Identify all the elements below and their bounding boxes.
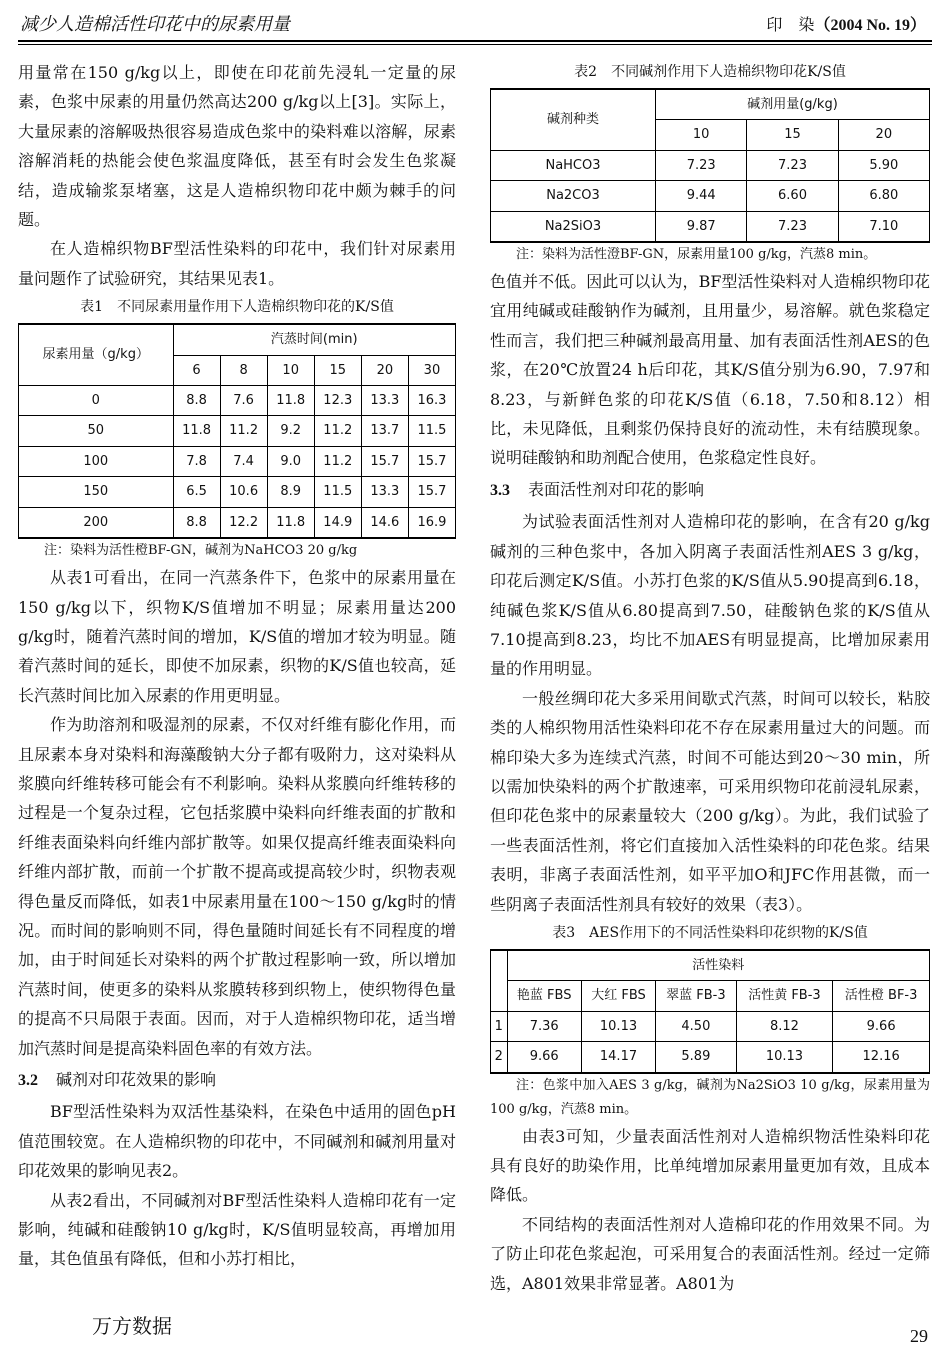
- row-label: 50: [19, 416, 174, 446]
- paragraph: 从表1可看出，在同一汽蒸条件下，色浆中的尿素用量在150 g/kg以下，织物K/S值增加不明显；尿素用量达200 g/kg时，随着汽蒸时间的增加，K/S值的增加才较为明显。随着汽蒸时间的延长，即使不加尿素，织物的K/S值也较高，延长汽蒸时间比加入尿素的作用更明显。: [18, 568, 456, 705]
- journal-header: [766, 12, 926, 35]
- cell: 13.3: [361, 477, 408, 507]
- table-row: [19, 386, 456, 416]
- table3-note: 注：色浆中加入AES 3 g/kg，碱剂为Na2SiO3 10 g/kg，尿素用量为100 g/kg，汽蒸8 min。: [490, 1077, 930, 1117]
- cell: 16.3: [408, 386, 455, 416]
- table3-col: 活性橙 BF-3: [833, 981, 930, 1011]
- table1-note: 注：染料为活性橙BF-GN，碱剂为NaHCO3 20 g/kg: [44, 543, 358, 559]
- table2: [490, 88, 930, 243]
- table2-col: 10: [656, 120, 747, 150]
- table1-group-header: 汽蒸时间(min): [173, 324, 456, 355]
- table-row: [19, 416, 456, 446]
- cell: 14.9: [314, 507, 361, 538]
- cell: 6.60: [747, 181, 838, 211]
- table1-col: 30: [408, 355, 455, 385]
- page-number: 29: [910, 1326, 928, 1346]
- cell: 9.87: [656, 211, 747, 242]
- row-label: NaHCO3: [491, 150, 656, 180]
- cell: 9.0: [267, 446, 314, 476]
- table2-note: 注：染料为活性澄BF-GN，尿素用量100 g/kg，汽蒸8 min。: [516, 247, 877, 263]
- table1-col: 20: [361, 355, 408, 385]
- table3-corner: [491, 950, 508, 1011]
- header-rule: [18, 40, 932, 42]
- cell: 16.9: [408, 507, 455, 538]
- cell: 7.36: [507, 1011, 581, 1041]
- cell: 8.12: [736, 1011, 833, 1041]
- cell: 6.80: [838, 181, 929, 211]
- table3-col: 活性黄 FB-3: [736, 981, 833, 1011]
- row-label: Na2CO3: [491, 181, 656, 211]
- paragraph: 从表2看出，不同碱剂对BF型活性染料人造棉印花有一定影响，纯碱和硅酸钠10 g/kg时，K/S值明显较高，再增加用量，其色值虽有降低，但和小苏打相比，: [18, 1190, 456, 1269]
- cell: 9.66: [833, 1011, 930, 1041]
- table3: [490, 949, 930, 1074]
- table-row: [491, 211, 930, 242]
- row-label: 200: [19, 507, 174, 538]
- table-row: [491, 1011, 930, 1041]
- section-number: 3.3: [490, 481, 510, 499]
- cell: 13.3: [361, 386, 408, 416]
- table1-col: 6: [173, 355, 220, 385]
- table1-col: 10: [267, 355, 314, 385]
- table2-group-header: 碱剂用量(g/kg): [656, 89, 930, 120]
- cell: 5.90: [838, 150, 929, 180]
- cell: 11.2: [314, 416, 361, 446]
- table3-caption: 表3 AES作用下的不同活性染料印花织物的K/S值: [552, 924, 868, 941]
- cell: 7.23: [747, 211, 838, 242]
- paragraph: 一般丝绸印花大多采用间歇式汽蒸，时间可以较长，粘胶类的人棉织物用活性染料印花不存在尿素用量过大的问题。而棉印染大多为连续式汽蒸，时间不可能达到20～30 min，所以需加快染料的两个扩散速率，可采用织物印花前浸轧尿素，但印花色浆中的尿素量较大（200 g/kg）。为此，我们试验了一些表面活性剂，将它们直接加入活性染料的印花色浆。结果表明，非离子表面活性剂，如平平加O和JFC作用甚微，而一些阴离子表面活性剂具有较好的效果（表3）。: [490, 688, 930, 914]
- cell: 11.8: [267, 507, 314, 538]
- cell: 11.8: [267, 386, 314, 416]
- paragraph: 色值并不低。因此可以认为，BF型活性染料对人造棉织物印花宜用纯碱或硅酸钠作为碱剂，且用量少，易溶解。就色浆稳定性而言，我们把三种碱剂最高用量、加有表面活性剂AES的色浆，在20℃放置24 h后印花，其K/S值分别为6.90，7.97和8.23，与新鲜色浆的印花K/S值（6.18，7.50和8.12）相比，未见降低，且剩浆仍保持良好的流动性，未有结膜现象。说明硅酸钠和助剂配合使用，色浆稳定性良好。: [490, 272, 930, 468]
- cell: 10.13: [581, 1011, 655, 1041]
- table1-col: 15: [314, 355, 361, 385]
- table2-caption: 表2 不同碱剂作用下人造棉织物印花K/S值: [574, 64, 846, 80]
- cell: 7.23: [656, 150, 747, 180]
- cell: 5.89: [656, 1042, 736, 1073]
- source-watermark: 万方数据: [92, 1314, 172, 1338]
- table-row: [491, 150, 930, 180]
- table2-col: 15: [747, 120, 838, 150]
- right-column: [490, 58, 930, 1298]
- cell: 7.4: [220, 446, 267, 476]
- section-title: 表面活性剂对印花的影响: [528, 479, 705, 499]
- row-label: 2: [491, 1042, 508, 1073]
- cell: 4.50: [656, 1011, 736, 1041]
- cell: 7.23: [747, 150, 838, 180]
- cell: 10.13: [736, 1042, 833, 1073]
- table2-row-header: 碱剂种类: [491, 89, 656, 150]
- section-number: 3.2: [18, 1072, 38, 1089]
- section-title: 碱剂对印花效果的影响: [56, 1070, 217, 1089]
- table-row: [19, 477, 456, 507]
- cell: 15.7: [408, 446, 455, 476]
- paragraph: 在人造棉织物BF型活性染料的印花中，我们针对尿素用量问题作了试验研究，其结果见表1。: [18, 239, 456, 288]
- table3-col: 艳蓝 FBS: [507, 981, 581, 1011]
- table1-row-header: 尿素用量（g/kg）: [19, 324, 174, 385]
- header-rule-thin: [18, 44, 932, 45]
- row-label: Na2SiO3: [491, 211, 656, 242]
- cell: 7.8: [173, 446, 220, 476]
- table1-col: 8: [220, 355, 267, 385]
- cell: 9.2: [267, 416, 314, 446]
- paragraph: BF型活性染料为双活性基染料，在染色中适用的固色pH值范围较宽。在人造棉织物的印花中，不同碱剂和碱剂用量对印花效果的影响见表2。: [18, 1102, 456, 1181]
- cell: 15.7: [361, 446, 408, 476]
- cell: 6.5: [173, 477, 220, 507]
- cell: 14.6: [361, 507, 408, 538]
- table3-col: 翠蓝 FB-3: [656, 981, 736, 1011]
- paragraph: 作为助溶剂和吸湿剂的尿素，不仅对纤维有膨化作用，而且尿素本身对染料和海藻酸钠大分子都有吸附力，这对染料从浆膜向纤维转移可能会有不利影响。染料从浆膜向纤维转移的过程是一个复杂过程，它包括浆膜中染料向纤维表面的扩散和纤维表面染料向纤维内部扩散等。如果仅提高纤维表面染料向纤维内部扩散，而前一个扩散不提高或提高较少时，织物表观得色量反而降低，如表1中尿素用量在100～150 g/kg时的情况。而时间的影响则不同，得色量随时间延长有不同程度的增加，由于时间延长对染料的两个扩散过程影响一致，所以增加汽蒸时间，使更多的染料从浆膜转移到织物上，使织物得色量的提高不只局限于表面。因而，对于人造棉织物印花，适当增加汽蒸时间是提高染料固色率的有效方法。: [18, 715, 456, 1058]
- table3-col: 大红 FBS: [581, 981, 655, 1011]
- table3-group-header: 活性染料: [507, 950, 929, 981]
- table1-caption: 表1 不同尿素用量作用下人造棉织物印花的K/S值: [80, 299, 394, 316]
- cell: 11.8: [173, 416, 220, 446]
- table-row: [491, 1042, 930, 1073]
- row-label: 150: [19, 477, 174, 507]
- cell: 10.6: [220, 477, 267, 507]
- table-row: [491, 181, 930, 211]
- cell: 15.7: [408, 477, 455, 507]
- cell: 7.10: [838, 211, 929, 242]
- paragraph: 不同结构的表面活性剂对人造棉印花的作用效果不同。为了防止印花色浆起泡，可采用复合的表面活性剂。经过一定筛选，A801效果非常显著。A801为: [490, 1214, 930, 1293]
- cell: 12.2: [220, 507, 267, 538]
- row-label: 0: [19, 386, 174, 416]
- cell: 13.7: [361, 416, 408, 446]
- cell: 12.3: [314, 386, 361, 416]
- row-label: 100: [19, 446, 174, 476]
- table-row: [19, 507, 456, 538]
- cell: 7.6: [220, 386, 267, 416]
- cell: 8.8: [173, 507, 220, 538]
- journal-name: 印 染: [766, 15, 815, 34]
- cell: 8.8: [173, 386, 220, 416]
- section-heading: [18, 1065, 456, 1095]
- running-title: 减少人造棉活性印花中的尿素用量: [20, 14, 290, 35]
- cell: 9.44: [656, 181, 747, 211]
- paragraph: 由表3可知，少量表面活性剂对人造棉织物活性染料印花具有良好的助染作用，比单纯增加尿素用量更加有效，且成本降低。: [490, 1126, 930, 1205]
- left-column: [18, 58, 456, 1274]
- cell: 11.5: [314, 477, 361, 507]
- cell: 9.66: [507, 1042, 581, 1073]
- table2-col: 20: [838, 120, 929, 150]
- cell: 11.2: [220, 416, 267, 446]
- row-label: 1: [491, 1011, 508, 1041]
- cell: 11.5: [408, 416, 455, 446]
- cell: 11.2: [314, 446, 361, 476]
- section-heading: [490, 475, 930, 505]
- journal-issue: （2004 No. 19）: [814, 17, 926, 34]
- paragraph: 为试验表面活性剂对人造棉印花的影响，在含有20 g/kg碱剂的三种色浆中，各加入阴离子表面活性剂AES 3 g/kg，印花后测定K/S值。小苏打色浆的K/S值从5.90提高到6.18，纯碱色浆K/S值从6.80提高到7.50，硅酸钠色浆的K/S值从7.10提高到8.23，均比不加AES有明显提高，比增加尿素用量的作用明显。: [490, 512, 930, 679]
- cell: 12.16: [833, 1042, 930, 1073]
- cell: 14.17: [581, 1042, 655, 1073]
- paragraph: 用量常在150 g/kg以上，即使在印花前先浸轧一定量的尿素，色浆中尿素的用量仍然高达200 g/kg以上[3]。实际上，大量尿素的溶解吸热很容易造成色浆中的染料难以溶解，尿素溶解消耗的热能会使色浆温度降低，甚至有时会发生色浆凝结，造成输浆泵堵塞，这是人造棉织物印花中颇为棘手的问题。: [18, 63, 456, 230]
- table1: [18, 323, 456, 539]
- cell: 8.9: [267, 477, 314, 507]
- table-row: [19, 446, 456, 476]
